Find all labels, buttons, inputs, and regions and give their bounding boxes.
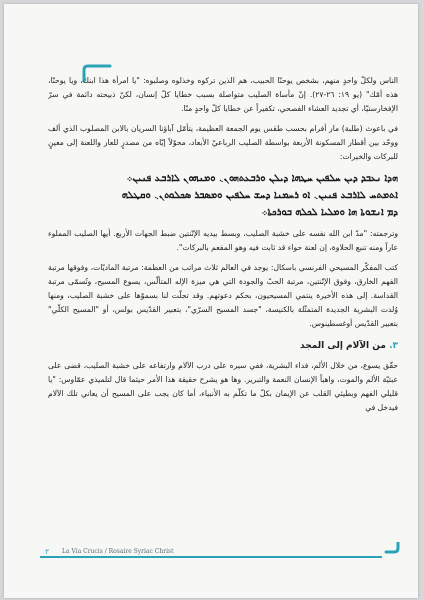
section-heading: [48, 339, 398, 353]
page-number: ٣: [42, 548, 52, 556]
footer-title: La Via Crucis / Rosaire Syriac Christ: [58, 548, 178, 555]
syriac-line-1: ܗܕܐ ܢܥܒܕ ܕܝܢ ܚܠܦܝܢ ܚܛܗܐ ܕܝܠܢ ܘܪܒܥܬܗܘܢ܆ ܘܡܢܗܘܢ ܠܐܪܒܥ ܦܢܝܢ܀: [126, 173, 398, 184]
section-number: ٣.: [389, 341, 398, 351]
page-footer: [40, 550, 402, 564]
paragraph-2: في باعوث (طلبة) مار أفرام بحسب طقس يوم الجمعة العظيمة، يتأمّل آباؤنا السريان بالابن المصلوب الذي ألف ووحّد بين أقطار المسكونة الأربعة بواسطة الصليب الرباعيّ الأبعاد، محوّلاً إيّاه من مصدرٍ للعار واللعنة إلى معينٍ للبركات والخيرات:: [48, 124, 398, 161]
footer-rule: [40, 556, 382, 558]
document-page: [4, 4, 418, 598]
final-paragraph: حقّق يسوع، من خلال الألم، فداء البشرية، ففي سيره على درب الآلام وارتفاعه على خشبة الصليب، قضى على عبثيّة الألم والموت، واهباً الإنسان النعمة والتبرير. وها هو يشرح حقيقة هذا الأمر حيثما قال لتلميذي عمّاوس: "يا قليلي الفهم وبطيئي القلب عن الإيمان بكلّ ما تكلّم به الأنبياء، أما كان يجب على المسيح أن يعاني تلك الآلام فيدخل في: [48, 361, 398, 412]
syriac-quote: [48, 170, 398, 221]
footer-hook-icon: [384, 542, 400, 560]
paragraph-1: الناس ولكلّ واحدٍ منهم، بشخص يوحنّا الحبيب، هم الذين تركوه وخذلوه وصلبوه: "يا امرأة هذا ابنك، ويا يوحنّا، هذه أمّك" (يو ١٩: ٢٦-٢٧). إنّ مأساة الصليب متواصلة بسبب خطايا كلّ إنسان، لكنّ ذبيحته دائمة في سرّ الإفخارستيّا، أي تجديد العشاء الفصحي، تكفيراً عن خطايا كلّ واحدٍ منّا.: [48, 76, 398, 113]
translation-paragraph: وترجمته: "مدّ ابن الله نفسه على خشبة الصليب، وبسط بيديه الإتّنتين ضبط الجهات الأربع. أيها الصليب المملوء عاراً ومنه تنبع الحلاوة، إن لعنة حواء قد ثابت فيه وهو المفعم بالبركات".: [48, 229, 398, 252]
syriac-line-2: ܐܬܡܬܚ ܠܐܪܒܥ ܦܢܝܢ܆ ܐܘ ܪܚܡܢܐ ܕܚܫ ܚܠܦܝܢ ܘܡܣܒܪ ܣܟܠܘܬܢ܆ ܘܩܛܠܗ: [121, 190, 398, 201]
syriac-line-3: ܕܡ ܐܢܫܘܬܐ ܗܐ ܘܡܠܝܐ ܠܟܠܗ ܒܘܪܟܬܐ܀: [261, 207, 398, 218]
pascal-paragraph: كتب المفكّر المسيحي الفرنسي باسكال: يوجد في العالم ثلاث مراتب من العظمة: مرتبة الماديّات، وفوقها مرتبة الفهم الخارق، وفوق الإتّنتين، مرتبة الحبّ والجودة التي هي ميزة الإله المتألّس، يسوع المسيح، وتُسمّى مرتبة القداسة. إلى هذه الأخيرة ينتمي المسيحيون، بحكم دعوتهم. وقد تجلّت لنا بسموّها على خشبة الصليب، ومنها وُلدت البشرية الجديدة المتمثّلة بالكنيسة، "جسد المسيح السرّي"، بتعبير القدّيس بولس، أو "المسيح الكلّي" بتعبير القدّيس أوغسطينوس.: [48, 263, 398, 328]
page-body: [48, 74, 398, 544]
section-title: من الآلام إلى المجد: [300, 341, 386, 351]
